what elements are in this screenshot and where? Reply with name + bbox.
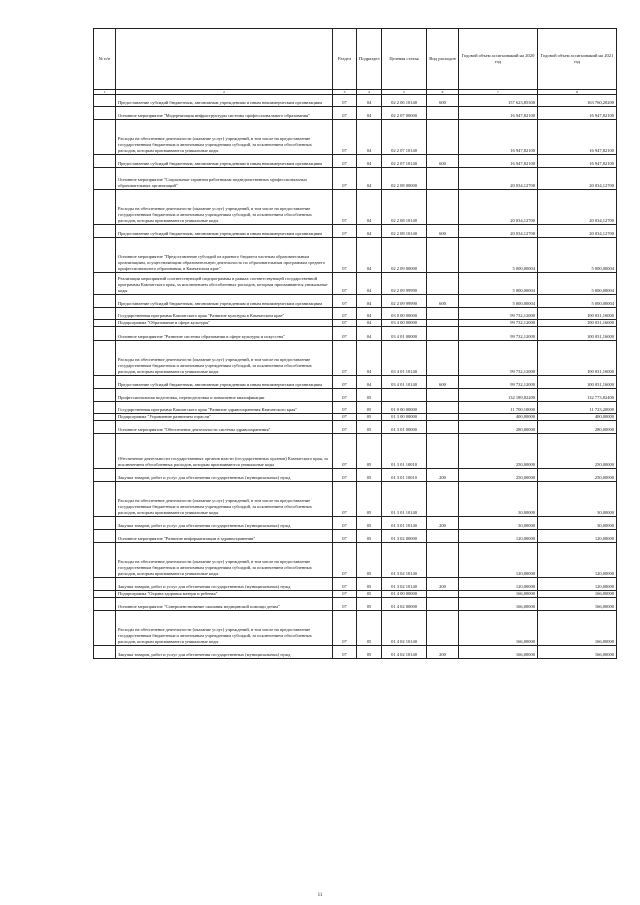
col-index: 7 <box>459 90 538 95</box>
row-expense-type <box>427 482 459 517</box>
row-target-article: 01 4 00 00000 <box>382 591 427 598</box>
budget-table <box>93 28 617 659</box>
table-row <box>94 421 617 434</box>
col-index: 1 <box>94 90 116 95</box>
row-razdel: 07 <box>333 421 357 434</box>
row-num-cell <box>94 482 116 517</box>
col-index: 5 <box>382 90 427 95</box>
table-row <box>94 530 617 543</box>
row-razdel: 07 <box>333 434 357 469</box>
row-razdel: 07 <box>333 341 357 376</box>
col-header-podrazdel: Подраздел <box>357 29 382 90</box>
row-num-cell <box>94 225 116 238</box>
row-razdel: 07 <box>333 543 357 578</box>
row-sum-2020: 16 947,82100 <box>459 120 538 155</box>
row-sum-2020: 5 000,00004 <box>459 238 538 273</box>
table-row <box>94 225 617 238</box>
row-num-cell <box>94 598 116 611</box>
row-expense-type <box>427 320 459 327</box>
row-target-article: 02 2 08 10140 <box>382 190 427 225</box>
row-sum-2021: 166,00000 <box>538 611 617 646</box>
row-sum-2021: 120,00000 <box>538 530 617 543</box>
row-razdel: 07 <box>333 95 357 107</box>
row-razdel: 07 <box>333 402 357 414</box>
row-description: Основное мероприятие "Обеспечение деятельности системы здравоохранения" <box>116 421 333 434</box>
row-num-cell <box>94 320 116 327</box>
row-expense-type <box>427 434 459 469</box>
row-sum-2020: 250,00000 <box>459 469 538 482</box>
row-podrazdel: 04 <box>357 95 382 107</box>
row-expense-type <box>427 402 459 414</box>
row-description: Предоставление субсидий бюджетным, автономным учреждениям и иным некоммерческим организациям <box>116 225 333 238</box>
row-sum-2020: 120,00000 <box>459 530 538 543</box>
row-razdel: 07 <box>333 389 357 402</box>
row-num-cell <box>94 308 116 320</box>
col-header-sum-2020: Годовой объем ассигнований на 2020 год <box>459 29 538 90</box>
table-row <box>94 482 617 517</box>
row-podrazdel: 05 <box>357 591 382 598</box>
row-expense-type: 200 <box>427 517 459 530</box>
row-description: Основное мероприятие "Социальные гарантии работникам подведомственных профессиональных образовательных организаций" <box>116 168 333 190</box>
row-podrazdel: 05 <box>357 482 382 517</box>
row-num-cell <box>94 190 116 225</box>
row-target-article: 02 2 06 10140 <box>382 95 427 107</box>
row-num-cell <box>94 295 116 308</box>
row-podrazdel: 04 <box>357 120 382 155</box>
row-sum-2020: 30,00000 <box>459 517 538 530</box>
row-expense-type <box>427 120 459 155</box>
row-target-article: 01 3 01 10010 <box>382 469 427 482</box>
table-row <box>94 517 617 530</box>
row-description: Подпрограмма "Управление развитием отрасли" <box>116 414 333 421</box>
table-row <box>94 646 617 659</box>
row-description: Расходы на обеспечение деятельности (оказание услуг) учреждений, в том числе на предоставление государственным бюджетным и автономным учреждениям субсидий, за исключением обособленных расходов, которым присваиваются уникальные коды <box>116 190 333 225</box>
table-row <box>94 591 617 598</box>
row-razdel: 07 <box>333 646 357 659</box>
row-sum-2020: 99 732,12000 <box>459 308 538 320</box>
row-num-cell <box>94 341 116 376</box>
col-header-name <box>116 29 333 90</box>
row-target-article: 03 4 01 10140 <box>382 341 427 376</box>
row-podrazdel: 05 <box>357 421 382 434</box>
row-expense-type <box>427 273 459 295</box>
row-num-cell <box>94 376 116 389</box>
row-sum-2021: 20 034,12700 <box>538 225 617 238</box>
col-index: 2 <box>116 90 333 95</box>
row-num-cell <box>94 469 116 482</box>
row-target-article: 03 4 01 10140 <box>382 376 427 389</box>
row-description: Расходы на обеспечение деятельности (оказание услуг) учреждений, в том числе на предоставление государственным бюджетным и автономным учреждениям субсидий, за исключением обособленных расходов, которым присваиваются уникальные коды <box>116 341 333 376</box>
row-target-article: 01 3 01 10010 <box>382 434 427 469</box>
row-razdel: 07 <box>333 530 357 543</box>
table-row <box>94 308 617 320</box>
col-header-razdel: Раздел <box>333 29 357 90</box>
row-sum-2020: 166,00000 <box>459 611 538 646</box>
row-target-article: 03 4 01 00000 <box>382 327 427 341</box>
row-target-article: 02 2 08 00000 <box>382 168 427 190</box>
row-podrazdel: 04 <box>357 225 382 238</box>
row-expense-type <box>427 238 459 273</box>
col-header-num: № п/п <box>94 29 116 90</box>
row-sum-2021: 16 947,82100 <box>538 120 617 155</box>
row-podrazdel: 04 <box>357 168 382 190</box>
row-sum-2020: 132 189,82200 <box>459 389 538 402</box>
row-target-article: 01 4 02 10140 <box>382 646 427 659</box>
row-description: Закупка товаров, работ и услуг для обеспечения государственных (муниципальных) нужд <box>116 517 333 530</box>
row-razdel: 07 <box>333 611 357 646</box>
row-razdel: 07 <box>333 376 357 389</box>
row-razdel: 07 <box>333 273 357 295</box>
row-num-cell <box>94 273 116 295</box>
row-podrazdel: 05 <box>357 469 382 482</box>
row-expense-type <box>427 591 459 598</box>
row-razdel: 07 <box>333 295 357 308</box>
row-sum-2021: 132 773,82400 <box>538 389 617 402</box>
row-sum-2021: 16 947,82100 <box>538 155 617 168</box>
row-podrazdel: 05 <box>357 389 382 402</box>
row-sum-2020: 11 700,10000 <box>459 402 538 414</box>
row-razdel: 07 <box>333 120 357 155</box>
row-sum-2020: 20 034,12700 <box>459 190 538 225</box>
row-expense-type <box>427 308 459 320</box>
row-sum-2021: 100 031,16000 <box>538 341 617 376</box>
row-razdel: 07 <box>333 469 357 482</box>
table-row <box>94 611 617 646</box>
row-expense-type <box>427 611 459 646</box>
row-description: Закупка товаров, работ и услуг для обеспечения государственных (муниципальных) нужд <box>116 469 333 482</box>
row-expense-type: 200 <box>427 646 459 659</box>
row-expense-type: 600 <box>427 225 459 238</box>
row-target-article: 02 2 07 00000 <box>382 107 427 120</box>
row-target-article: 01 3 01 00000 <box>382 421 427 434</box>
table-row <box>94 155 617 168</box>
row-expense-type: 600 <box>427 376 459 389</box>
table-body <box>94 95 617 659</box>
row-expense-type <box>427 414 459 421</box>
row-num-cell <box>94 107 116 120</box>
row-description: Основное мероприятие "Развитие информатизации в здравоохранении" <box>116 530 333 543</box>
row-razdel: 07 <box>333 327 357 341</box>
row-description: Основное мероприятие "Модернизация инфраструктуры системы профессионального образования" <box>116 107 333 120</box>
row-num-cell <box>94 402 116 414</box>
row-razdel: 07 <box>333 598 357 611</box>
row-sum-2021: 280,00000 <box>538 421 617 434</box>
table-row <box>94 327 617 341</box>
row-razdel: 07 <box>333 190 357 225</box>
row-description: Закупка товаров, работ и услуг для обеспечения государственных (муниципальных) нужд <box>116 578 333 591</box>
row-podrazdel: 05 <box>357 530 382 543</box>
row-sum-2021: 166,00000 <box>538 646 617 659</box>
row-description: Основное мероприятие "Развитие системы образования в сфере культуры и искусства" <box>116 327 333 341</box>
row-num-cell <box>94 120 116 155</box>
row-sum-2020: 166,00000 <box>459 591 538 598</box>
row-expense-type <box>427 107 459 120</box>
row-podrazdel: 05 <box>357 598 382 611</box>
row-expense-type <box>427 190 459 225</box>
row-target-article: 02 2 09 00000 <box>382 238 427 273</box>
row-sum-2021: 166,00000 <box>538 598 617 611</box>
row-sum-2021: 120,00000 <box>538 543 617 578</box>
row-razdel: 07 <box>333 308 357 320</box>
row-description: Предоставление субсидий бюджетным, автономным учреждениям и иным некоммерческим организациям <box>116 376 333 389</box>
row-sum-2020: 120,00000 <box>459 578 538 591</box>
row-podrazdel: 05 <box>357 578 382 591</box>
row-sum-2021: 100 031,16000 <box>538 320 617 327</box>
row-description: Профессиональная подготовка, переподготовка и повышение квалификации <box>116 389 333 402</box>
row-razdel: 07 <box>333 578 357 591</box>
table-row <box>94 320 617 327</box>
table-row <box>94 295 617 308</box>
row-sum-2020: 16 947,82100 <box>459 155 538 168</box>
row-sum-2021: 163 760,20200 <box>538 95 617 107</box>
row-sum-2021: 5 000,00004 <box>538 295 617 308</box>
table-row <box>94 238 617 273</box>
row-description: Основное мероприятие "Совершенствование оказания медицинской помощи детям" <box>116 598 333 611</box>
row-description: Предоставление субсидий бюджетным, автономным учреждениям и иным некоммерческим организациям <box>116 95 333 107</box>
row-sum-2021: 100 031,16000 <box>538 308 617 320</box>
row-target-article: 02 2 09 99990 <box>382 295 427 308</box>
table-row <box>94 190 617 225</box>
table-row <box>94 598 617 611</box>
row-description: Расходы на обеспечение деятельности (оказание услуг) учреждений, в том числе на предоставление государственным бюджетным и автономным учреждениям субсидий, за исключением обособленных расходов, которым присваиваются уникальные коды <box>116 120 333 155</box>
page-number: 11 <box>317 893 323 898</box>
row-description: Подпрограмма "Образование в сфере культуры" <box>116 320 333 327</box>
row-target-article <box>382 389 427 402</box>
row-description: Предоставление субсидий бюджетным, автономным учреждениям и иным некоммерческим организациям <box>116 295 333 308</box>
row-podrazdel: 04 <box>357 155 382 168</box>
row-razdel: 07 <box>333 414 357 421</box>
row-num-cell <box>94 434 116 469</box>
row-podrazdel: 05 <box>357 434 382 469</box>
row-podrazdel: 04 <box>357 341 382 376</box>
row-target-article: 03 4 00 00000 <box>382 320 427 327</box>
row-target-article: 01 3 00 00000 <box>382 414 427 421</box>
table-row <box>94 341 617 376</box>
row-description: Основное мероприятие "Предоставление субсидий из краевого бюджета частным образовательным организациям, осуществляющим образовательную деятельность по образовательным программам среднего профессионального образования, в Камчатском крае" <box>116 238 333 273</box>
row-description: Предоставление субсидий бюджетным, автономным учреждениям и иным некоммерческим организациям <box>116 155 333 168</box>
row-sum-2021: 20 034,12700 <box>538 168 617 190</box>
row-description: Закупка товаров, работ и услуг для обеспечения государственных (муниципальных) нужд <box>116 646 333 659</box>
row-num-cell <box>94 95 116 107</box>
row-razdel: 07 <box>333 320 357 327</box>
col-header-csr: Целевая статья <box>382 29 427 90</box>
row-num-cell <box>94 327 116 341</box>
row-sum-2021: 16 947,82100 <box>538 107 617 120</box>
row-sum-2021: 5 000,00004 <box>538 238 617 273</box>
table-row <box>94 414 617 421</box>
row-sum-2021: 400,00000 <box>538 414 617 421</box>
row-sum-2020: 400,00000 <box>459 414 538 421</box>
row-podrazdel: 04 <box>357 107 382 120</box>
row-podrazdel: 05 <box>357 611 382 646</box>
row-sum-2020: 120,00000 <box>459 543 538 578</box>
row-razdel: 07 <box>333 225 357 238</box>
row-target-article: 02 2 07 10140 <box>382 120 427 155</box>
row-num-cell <box>94 530 116 543</box>
row-num-cell <box>94 168 116 190</box>
row-podrazdel: 05 <box>357 402 382 414</box>
row-description: Государственная программа Камчатского края "Развитие культуры в Камчатском крае" <box>116 308 333 320</box>
row-description: Расходы на обеспечение деятельности (оказание услуг) учреждений, в том числе на предоставление государственным бюджетным и автономным учреждениям субсидий, за исключением обособленных расходов, которым присваиваются уникальные коды <box>116 482 333 517</box>
row-target-article: 01 3 02 10140 <box>382 578 427 591</box>
row-razdel: 07 <box>333 107 357 120</box>
row-num-cell <box>94 155 116 168</box>
table-row <box>94 402 617 414</box>
row-sum-2021: 5 000,00004 <box>538 273 617 295</box>
row-sum-2020: 166,00000 <box>459 598 538 611</box>
row-sum-2021: 30,00000 <box>538 482 617 517</box>
table-row <box>94 469 617 482</box>
row-expense-type <box>427 327 459 341</box>
row-sum-2020: 20 034,12700 <box>459 225 538 238</box>
row-sum-2020: 16 947,82100 <box>459 107 538 120</box>
col-header-vr: Вид расходов <box>427 29 459 90</box>
row-num-cell <box>94 517 116 530</box>
row-podrazdel: 04 <box>357 273 382 295</box>
row-sum-2021: 30,00000 <box>538 517 617 530</box>
row-sum-2020: 280,00000 <box>459 421 538 434</box>
row-podrazdel: 05 <box>357 543 382 578</box>
row-expense-type <box>427 421 459 434</box>
row-podrazdel: 04 <box>357 376 382 389</box>
row-podrazdel: 05 <box>357 517 382 530</box>
table-row <box>94 107 617 120</box>
row-sum-2020: 99 732,12000 <box>459 327 538 341</box>
row-sum-2020: 99 732,12000 <box>459 376 538 389</box>
row-target-article: 01 0 00 00000 <box>382 402 427 414</box>
row-sum-2021: 100 031,16000 <box>538 327 617 341</box>
col-index: 3 <box>333 90 357 95</box>
row-target-article: 01 4 02 00000 <box>382 598 427 611</box>
row-num-cell <box>94 414 116 421</box>
table-row <box>94 168 617 190</box>
row-num-cell <box>94 578 116 591</box>
row-podrazdel: 05 <box>357 414 382 421</box>
row-target-article: 02 2 09 99990 <box>382 273 427 295</box>
row-sum-2020: 5 000,00004 <box>459 273 538 295</box>
row-sum-2021: 250,00000 <box>538 469 617 482</box>
row-expense-type: 200 <box>427 469 459 482</box>
row-target-article: 01 3 02 10140 <box>382 543 427 578</box>
row-podrazdel: 04 <box>357 238 382 273</box>
row-sum-2021: 120,00000 <box>538 578 617 591</box>
row-expense-type: 600 <box>427 155 459 168</box>
row-podrazdel: 05 <box>357 646 382 659</box>
row-description: Подпрограмма "Охрана здоровья матери и ребенка" <box>116 591 333 598</box>
table-row <box>94 273 617 295</box>
row-description: Расходы на обеспечение деятельности (оказание услуг) учреждений, в том числе на предоставление государственным бюджетным и автономным учреждениям субсидий, за исключением обособленных расходов, которым присваиваются уникальные коды <box>116 543 333 578</box>
row-razdel: 07 <box>333 155 357 168</box>
row-podrazdel: 04 <box>357 295 382 308</box>
row-sum-2021: 250,00000 <box>538 434 617 469</box>
table-row <box>94 543 617 578</box>
row-razdel: 07 <box>333 168 357 190</box>
row-target-article: 01 3 02 00000 <box>382 530 427 543</box>
row-podrazdel: 04 <box>357 327 382 341</box>
row-sum-2021: 20 034,12700 <box>538 190 617 225</box>
row-target-article: 02 2 08 10140 <box>382 225 427 238</box>
row-description: Обеспечение деятельности государственных органов власти (государственных органов) Камчатского края, за исключением обособленных расходов, которым присваиваются уникальные коды <box>116 434 333 469</box>
row-podrazdel: 04 <box>357 190 382 225</box>
row-sum-2020: 30,00000 <box>459 482 538 517</box>
row-num-cell <box>94 389 116 402</box>
table-row <box>94 376 617 389</box>
table-row <box>94 95 617 107</box>
row-sum-2020: 250,00000 <box>459 434 538 469</box>
row-expense-type <box>427 341 459 376</box>
row-razdel: 07 <box>333 238 357 273</box>
table-row <box>94 389 617 402</box>
budget-table-sheet <box>93 28 616 659</box>
row-razdel: 07 <box>333 482 357 517</box>
row-sum-2021: 100 031,16000 <box>538 376 617 389</box>
header-row <box>94 29 617 90</box>
table-row <box>94 434 617 469</box>
row-sum-2020: 99 732,12000 <box>459 341 538 376</box>
row-description: Расходы на обеспечение деятельности (оказание услуг) учреждений, в том числе на предоставление государственным бюджетным и автономным учреждениям субсидий, за исключением обособленных расходов, которым присваиваются уникальные коды <box>116 611 333 646</box>
row-target-article: 01 3 01 10140 <box>382 517 427 530</box>
row-target-article: 03 0 00 00000 <box>382 308 427 320</box>
row-num-cell <box>94 646 116 659</box>
row-expense-type: 200 <box>427 578 459 591</box>
row-num-cell <box>94 611 116 646</box>
row-target-article: 01 4 02 10140 <box>382 611 427 646</box>
row-target-article: 02 2 07 10140 <box>382 155 427 168</box>
row-sum-2020: 20 034,12700 <box>459 168 538 190</box>
row-expense-type <box>427 598 459 611</box>
row-expense-type <box>427 389 459 402</box>
row-description: Реализация мероприятий соответствующей подпрограммы в рамках соответствующей государственной программы Камчатского края, за исключением обособленных расходов, которым присваиваются уникальные коды <box>116 273 333 295</box>
row-target-article: 01 3 01 10140 <box>382 482 427 517</box>
row-razdel: 07 <box>333 517 357 530</box>
row-num-cell <box>94 421 116 434</box>
row-expense-type <box>427 543 459 578</box>
row-sum-2020: 157 623,85300 <box>459 95 538 107</box>
row-sum-2021: 166,00000 <box>538 591 617 598</box>
row-sum-2020: 166,00000 <box>459 646 538 659</box>
row-sum-2021: 11 723,20000 <box>538 402 617 414</box>
row-num-cell <box>94 238 116 273</box>
row-expense-type <box>427 168 459 190</box>
col-index: 4 <box>357 90 382 95</box>
row-razdel: 07 <box>333 591 357 598</box>
table-row <box>94 578 617 591</box>
row-sum-2020: 5 000,00004 <box>459 295 538 308</box>
col-index: 8 <box>538 90 617 95</box>
row-sum-2020: 99 732,12000 <box>459 320 538 327</box>
row-description: Государственная программа Камчатского края "Развитие здравоохранения Камчатского края" <box>116 402 333 414</box>
table-row <box>94 120 617 155</box>
row-num-cell <box>94 543 116 578</box>
row-podrazdel: 04 <box>357 308 382 320</box>
row-expense-type: 600 <box>427 295 459 308</box>
row-expense-type: 600 <box>427 95 459 107</box>
col-header-sum-2021: Годовой объем ассигнований на 2021 год <box>538 29 617 90</box>
col-index: 6 <box>427 90 459 95</box>
row-expense-type <box>427 530 459 543</box>
row-num-cell <box>94 591 116 598</box>
row-podrazdel: 04 <box>357 320 382 327</box>
